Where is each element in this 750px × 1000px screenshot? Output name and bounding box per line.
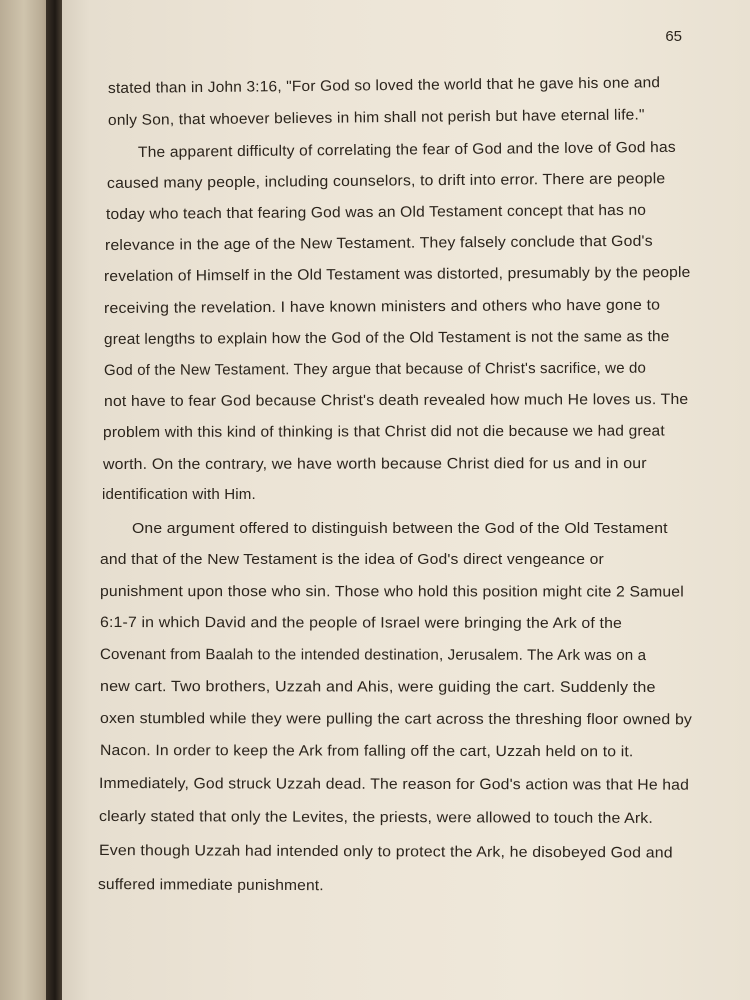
text-line: clearly stated that only the Levites, the priests, were allowed to touch the Ark.: [98, 808, 653, 827]
text-line: caused many people, including counselors, to drift into error. There are people: [106, 170, 666, 192]
text-line: worth. On the contrary, we have worth because Christ died for us and in our: [102, 455, 647, 473]
text-line: Nacon. In order to keep the Ark from falling off the cart, Uzzah held on to it.: [99, 742, 634, 761]
text-line: Immediately, God struck Uzzah dead. The reason for God's action was that He had: [98, 775, 690, 794]
text-line: only Son, that whoever believes in him shall not perish but have eternal life.": [107, 106, 645, 129]
text-line: not have to fear God because Christ's death revealed how much He loves us. The: [103, 390, 689, 410]
text-line: revelation of Himself in the Old Testament was distorted, presumably by the people: [103, 263, 691, 285]
text-line: suffered immediate punishment.: [97, 876, 324, 895]
text-line: today who teach that fearing God was an Old Testament concept that has no: [105, 201, 647, 223]
text-line: stated than in John 3:16, "For God so loved the world that he gave his one and: [107, 74, 661, 97]
text-line: God of the New Testament. They argue that because of Christ's sacrifice, we do: [103, 359, 647, 379]
text-line: Covenant from Baalah to the intended destination, Jerusalem. The Ark was on a: [99, 646, 647, 664]
text-line: oxen stumbled while they were pulling the cart across the threshing floor owned by: [99, 710, 693, 729]
text-line: great lengths to explain how the God of the Old Testament is not the same as the: [103, 328, 670, 348]
text-line: problem with this kind of thinking is that Christ did not die because we had great: [102, 422, 665, 441]
text-line: new cart. Two brothers, Uzzah and Ahis, were guiding the cart. Suddenly the: [99, 678, 656, 696]
text-line: receiving the revelation. I have known ministers and others who have gone to: [103, 296, 661, 317]
text-line: 6:1-7 in which David and the people of Israel were bringing the Ark of the: [99, 614, 623, 632]
text-line: One argument offered to distinguish between the God of the Old Testament: [132, 520, 668, 537]
text-line: The apparent difficulty of correlating the fear of God and the love of God has: [137, 138, 676, 161]
text-line: Even though Uzzah had intended only to protect the Ark, he disobeyed God and: [98, 842, 673, 862]
text-line: punishment upon those who sin. Those who hold this position might cite 2 Samuel: [99, 583, 684, 601]
text-line: and that of the New Testament is the idea of God's direct vengeance or: [100, 551, 604, 568]
page-number: 65: [665, 28, 682, 45]
book-page: [62, 0, 750, 1000]
text-line: identification with Him.: [102, 486, 256, 503]
text-line: relevance in the age of the New Testament. They falsely conclude that God's: [104, 232, 653, 254]
